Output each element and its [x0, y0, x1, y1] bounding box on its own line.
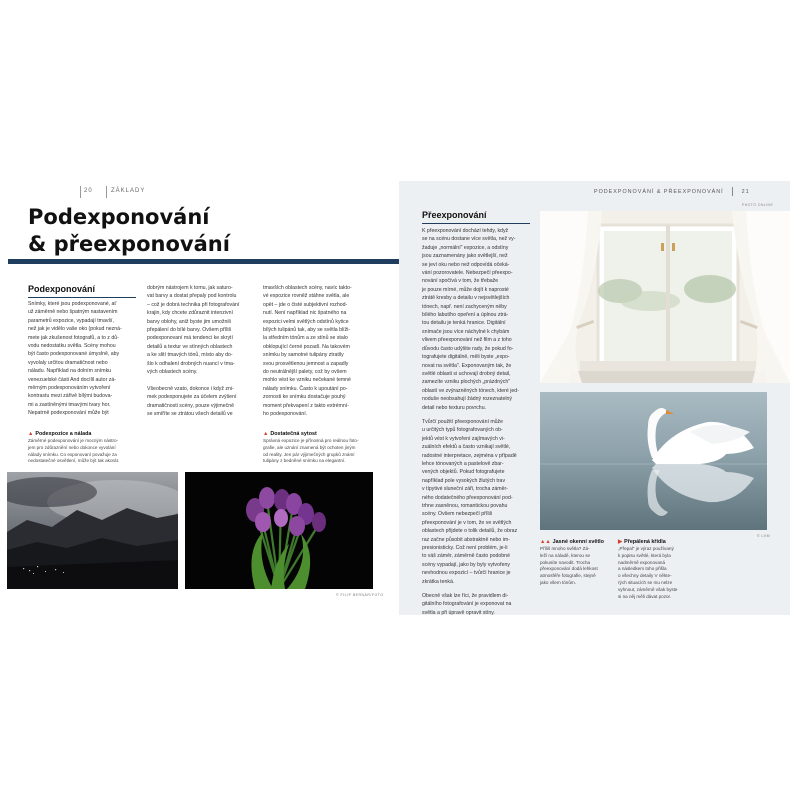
window-photo: [540, 211, 790, 383]
section-rule: [28, 297, 136, 298]
section-rule: [422, 223, 530, 224]
caption-window-light: ▲▲ Jasné okenní světlo Příliš mnoho světla? Zá- leží na náladě, kterou se pokusíte navodit. Trocha přeexponování dodá lehkost atmosféře fotografie, stejně jako všem tónům.: [540, 539, 604, 585]
caption-arrow-icon: ▶: [618, 539, 623, 545]
title-line-2: & přeexponování: [28, 232, 230, 256]
caption-title: Dostatečná sytost: [270, 431, 317, 437]
left-page-header: [80, 186, 400, 200]
left-column-3: tmavších oblastech scény, navíc takto- vé expozice rovněž stáhne světla, ale opět – jde o čisté subjektivní rozhod- nutí. Není například nic špatného na expozici velmi světlých odstínů kytice bílých tulipánů tak, aby se světla blíži- la středním tónům a ze stínů se stalo obklopující černé pozadí. Na takovém snímku by samotné tulipány ztratily svou prosvětlenou jemnost a zapadly do neutrálnější palety, což by ovšem mohlo vést ke vzniku nečekané temné nálady snímku. Často k upoutání po- zornosti ke snímku dostačuje pouhý moment překvapení z takto extrémní- ho podexponování.: [263, 285, 352, 418]
caption-title: Podexpozice a nálada: [35, 431, 92, 437]
caption-arrow-icon: ▲: [263, 431, 269, 437]
mountain-photo: [7, 472, 178, 589]
caption-underexposure-mood: ▲ Podexpozice a nálada Záměrné podexponování je mocným nástro- jem pro zdůraznění nebo dokonce vyvolání nálady snímku. Co exponovaní považuje za nedostatečné osvětlení, může být tak akorát.: [28, 431, 120, 464]
left-page-number: 20: [84, 188, 93, 194]
right-page-header: [594, 187, 750, 196]
left-section-tag: ZÁKLADY: [111, 188, 146, 194]
left-photo-credit: © FILIP BERNÁR/FOTO: [336, 593, 384, 597]
left-column-1: Snímky, které jsou podexponované, ať už záměrně nebo špatným nastavením parametrů expozice, vypadají tmavší, než jak je vidělo vaše oko (pokud nezná- mete jak zkušenost fotografů, a to z dů- vodu nedostatku světla. Scény mohou být často podexponované úmyslně, aby vyvolaly určitou dramatičnost nebo náladu. Například na dolním snímku venezuelské části And docílil autor zá- měrným podexponováním vytvoření kontrastu mezi zářivě bílými budova- mi a zastíněnými tmavými tvary hor. Nepatrně podexponování může být: [28, 301, 122, 417]
left-column-2: dobrým nástrojem k tomu, jak saturo- vat barvy a dostat přepaly pod kontrolu – což je dobrá technika při fotografování krajin, kdy chcete zdůraznit intenzivní barvy oblohy, aniž byste jim umožnili přepálení do bílé barvy. Ovšem příliš podexponovaní má tendenci ke skrytí detailů a textur ve stínných oblastech a ke slití tmavých tónů, místo aby do- šlo k odhalení drobných nuancí v tma- vých oblastech scény. Všeobecně vzato, dokonce i když zni- mek podexponujete za účelem zvýšení dramatičnosti scény, pouze výjimečně se smíříte se ztrátou všech detailů ve: [147, 285, 240, 418]
caption-arrow-icon: ▲▲: [540, 539, 551, 545]
section-heading-overexposure: Přeexponování: [422, 210, 487, 220]
section-heading-underexposure: Podexponování: [28, 284, 96, 294]
corner-tag: PHOTO ONLINE: [742, 203, 774, 207]
right-page-number: 21: [741, 188, 750, 195]
title-line-1: Podexponování: [28, 205, 210, 229]
right-column-1: K přeexponování dochází tehdy, když se na scénu dostane více světla, než vy- žaduje „normální" expozice, a odstíny jsou zaznamenány jako světlejší, než se jeví oku nebo než odpovídá očeká- vání pozorovatele. Nebezpečí přeexpo- nování spočívá v tom, že třebaže je pouze mírné, může dojít k naprosté ztrátě kresby a detailu v nejsvětlejších tónech, např. není zachyceným něby bílého labutího opeření a úplnou ztrá- tou detailu je tenká hranice. Digitální snímače jsou více náchylné k chybám vlivem přeexponování než film a z toho důvodu často udýšite rady, že pokud fo- tografujete digitálně, měli byste „expo- novat na světla". Exponovaným tak, že světlé oblasti si uchovají drobný detail, zamezíte vzniku plochých „prázdných" oblastí ve zvýrazněných tónech, které jed- noduše neobsahují žádný rozeznatelný detail nebo texturu povrchu. Tvůrčí použití přeexponování může u určitých typů fotografovaných ob- jektů vést k vytvoření zajímavých vi- zuálních efektů a často vznikají světlé, radostné interpretace, zejména v případě lehce tónovaných a pastelově zbar- vených objektů. Pokud fotografujete například pole vysokých žlutých trav v típytivé sluneční záři, trocha záměr- ného dodatečného přeexponování pod- trhne zasněnou, romantickou povahu scény. Ovšem nebezpečí příliš přeexponování je v tom, že ve světlých oblastech přijdete o tolik detailů, že obraz raz začne působit abstraktně nebo im- presionisticky. Což není problém, je-li to váš záměr, záměrně často podobné scény vypadají, jako by byly vytvořeny nevhodnou expozicí – tvůrčí hranice je zkrátka tenká. Obecně však lze říci, že pravidlem di- gitálního fotografování je exponovat na světla a při úpravě opravit stíny.: [422, 228, 519, 616]
caption-title: Přepálená křídla: [624, 539, 666, 545]
caption-burned-wings: ▶ Přepálená křídla „Přepal" je výraz používaný k popisu světlé, která byla nadměrně exponovaná a následkem toho přišla o všechny detaily V někte- rých situacích se mu nelze vyhnout, záměrně však byste si na něj měli dávat pozor.: [618, 539, 678, 599]
swan-photo: [540, 392, 767, 530]
caption-arrow-icon: ▲: [28, 431, 34, 437]
caption-saturation: ▲ Dostatečná sytost Správná expozice je přínosná pro reálnou foto- grafie, ale uznání znamená být ochoten jiným od reality. Jen pár výjimečných grupků známí tulipány z bedněné snímku na elegantní.: [263, 431, 359, 464]
tulips-photo: [185, 472, 373, 589]
title-rule: [8, 259, 407, 264]
right-page-header-title: PODEXPONOVÁNÍ & PŘEEXPONOVÁNÍ: [594, 188, 724, 195]
page-title: [28, 204, 368, 258]
right-photo-credit: © LVM: [757, 534, 770, 538]
caption-title: Jasné okenní světlo: [552, 539, 604, 545]
